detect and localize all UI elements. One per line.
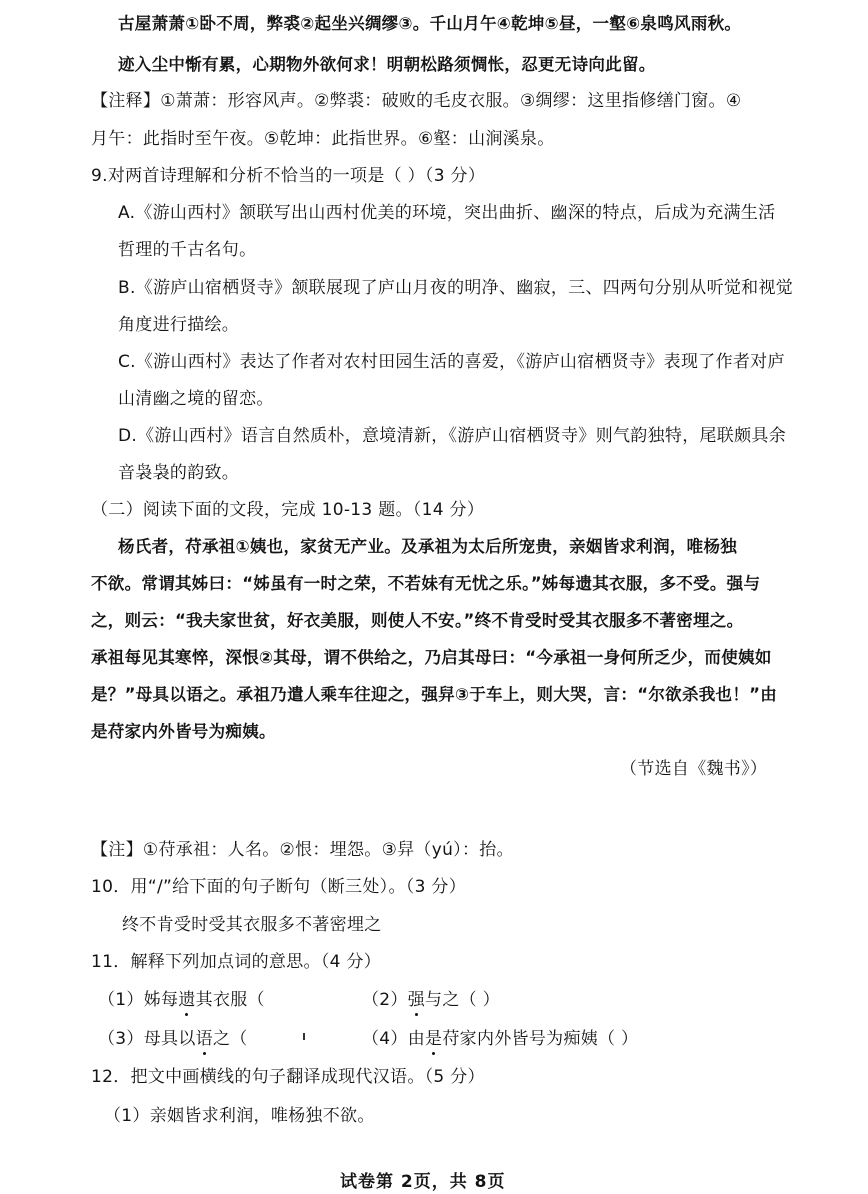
q11-item-1 bbox=[98, 988, 265, 1012]
q11-stem: 11．解释下列加点词的意思。（4 分） bbox=[91, 952, 382, 972]
q9-stem: 9.对两首诗理解和分析不恰当的一项是（ ）（3 分） bbox=[91, 166, 486, 186]
q9-option-a-line-1: A.《游山西村》颔联写出山西村优美的环境，突出曲折、幽深的特点，后成为充满生活 bbox=[118, 203, 776, 223]
q10-stem: 10．用“/”给下面的句子断句（断三处）。（3 分） bbox=[91, 877, 466, 897]
q11-item-2 bbox=[362, 988, 500, 1012]
q12-stem: 12．把文中画横线的句子翻译成现代汉语。（5 分） bbox=[91, 1067, 485, 1087]
poem-notes-line-2: 月午：此指时至午夜。⑤乾坤：此指世界。⑥壑：山涧溪泉。 bbox=[91, 129, 555, 149]
q11-item-4-prefix: （4）由 bbox=[362, 1029, 426, 1049]
q9-option-c-line-2: 山清幽之境的留恋。 bbox=[118, 389, 274, 409]
q11-item-3-prefix: （3）母具以 bbox=[98, 1029, 196, 1049]
poem-line-2: 迹入尘中惭有累，心期物外欲何求！明朝松路须惆怅，忍更无诗向此留。 bbox=[118, 55, 656, 74]
section-2-heading: （二）阅读下面的文段，完成 10-13 题。（14 分） bbox=[91, 500, 485, 520]
q11-item-1-prefix: （1）姊每 bbox=[98, 990, 179, 1010]
scan-mark bbox=[303, 1033, 305, 1040]
q11-item-3-dotted-word: 语 bbox=[195, 1029, 213, 1049]
passage-notes: 【注】①苻承祖：人名。②恨：埋怨。③舁（yú）：抬。 bbox=[91, 840, 514, 860]
q11-item-1-suffix: 其衣服（ bbox=[195, 990, 265, 1010]
q11-item-4 bbox=[362, 1027, 638, 1051]
passage-line-4: 承祖每见其寒悴，深恨②其母，谓不供给之，乃启其母曰：“今承祖一身何所乏少，而使姨如 bbox=[91, 648, 772, 667]
q11-item-3-suffix: 之（ bbox=[212, 1029, 248, 1049]
passage-line-6: 是苻家内外皆号为痴姨。 bbox=[91, 722, 276, 741]
q12-item-1: （1）亲姻皆求利润，唯杨独不欲。 bbox=[104, 1106, 375, 1126]
q9-option-d-line-1: D.《游山西村》语言自然质朴，意境清新，《游庐山宿栖贤寺》则气韵独特，尾联颇具余 bbox=[118, 426, 786, 446]
q9-option-a-line-2: 哲理的千古名句。 bbox=[118, 240, 257, 260]
poem-line-1: 古屋萧萧①卧不周，弊裘②起坐兴绸缪③。千山月午④乾坤⑤昼，一壑⑥泉鸣风雨秋。 bbox=[118, 14, 742, 33]
passage-source: （节选自《魏书》） bbox=[620, 759, 768, 779]
q11-item-4-dotted-word: 是 bbox=[425, 1029, 443, 1049]
q10-sentence: 终不肯受时受其衣服多不著密埋之 bbox=[122, 915, 382, 935]
q11-item-2-prefix: （2） bbox=[362, 990, 408, 1010]
passage-line-3: 之，则云：“我夫家世贫，好衣美服，则使人不安。”终不肯受时受其衣服多不著密埋之。 bbox=[91, 611, 744, 630]
passage-line-2: 不欲。常谓其姊曰：“姊虽有一时之荣，不若妹有无忧之乐。”姊每遗其衣服，多不受。强与 bbox=[91, 574, 761, 593]
q11-item-4-suffix: 苻家内外皆号为痴姨（ ） bbox=[442, 1029, 639, 1049]
page-footer: 试卷第 2页，共 8页 bbox=[340, 1172, 506, 1192]
q11-item-2-dotted-word: 强 bbox=[407, 990, 426, 1010]
poem-notes-line-1: 【注释】①萧萧：形容风声。②弊裘：破败的毛皮衣服。③绸缪：这里指修缮门窗。④ bbox=[91, 91, 742, 111]
passage-line-5: 是？”母具以语之。承祖乃遣人乘车往迎之，强舁③于车上，则大哭，言：“尔欲杀我也！”由 bbox=[91, 685, 778, 704]
q11-item-2-suffix: 与之（ ） bbox=[425, 990, 500, 1010]
passage-line-1: 杨氏者，苻承祖①姨也，家贫无产业。及承祖为太后所宠贵，亲姻皆求利润，唯杨独 bbox=[118, 537, 738, 556]
q11-item-1-dotted-word: 遗 bbox=[178, 990, 196, 1010]
q11-item-3 bbox=[98, 1027, 248, 1051]
q9-option-b-line-1: B.《游庐山宿栖贤寺》颔联展现了庐山月夜的明净、幽寂，三、四两句分别从听觉和视觉 bbox=[118, 278, 794, 298]
q9-option-b-line-2: 角度进行描绘。 bbox=[118, 315, 240, 335]
q9-option-d-line-2: 音袅袅的韵致。 bbox=[118, 463, 240, 483]
q9-option-c-line-1: C.《游山西村》表达了作者对农村田园生活的喜爱，《游庐山宿栖贤寺》表现了作者对庐 bbox=[118, 352, 785, 372]
